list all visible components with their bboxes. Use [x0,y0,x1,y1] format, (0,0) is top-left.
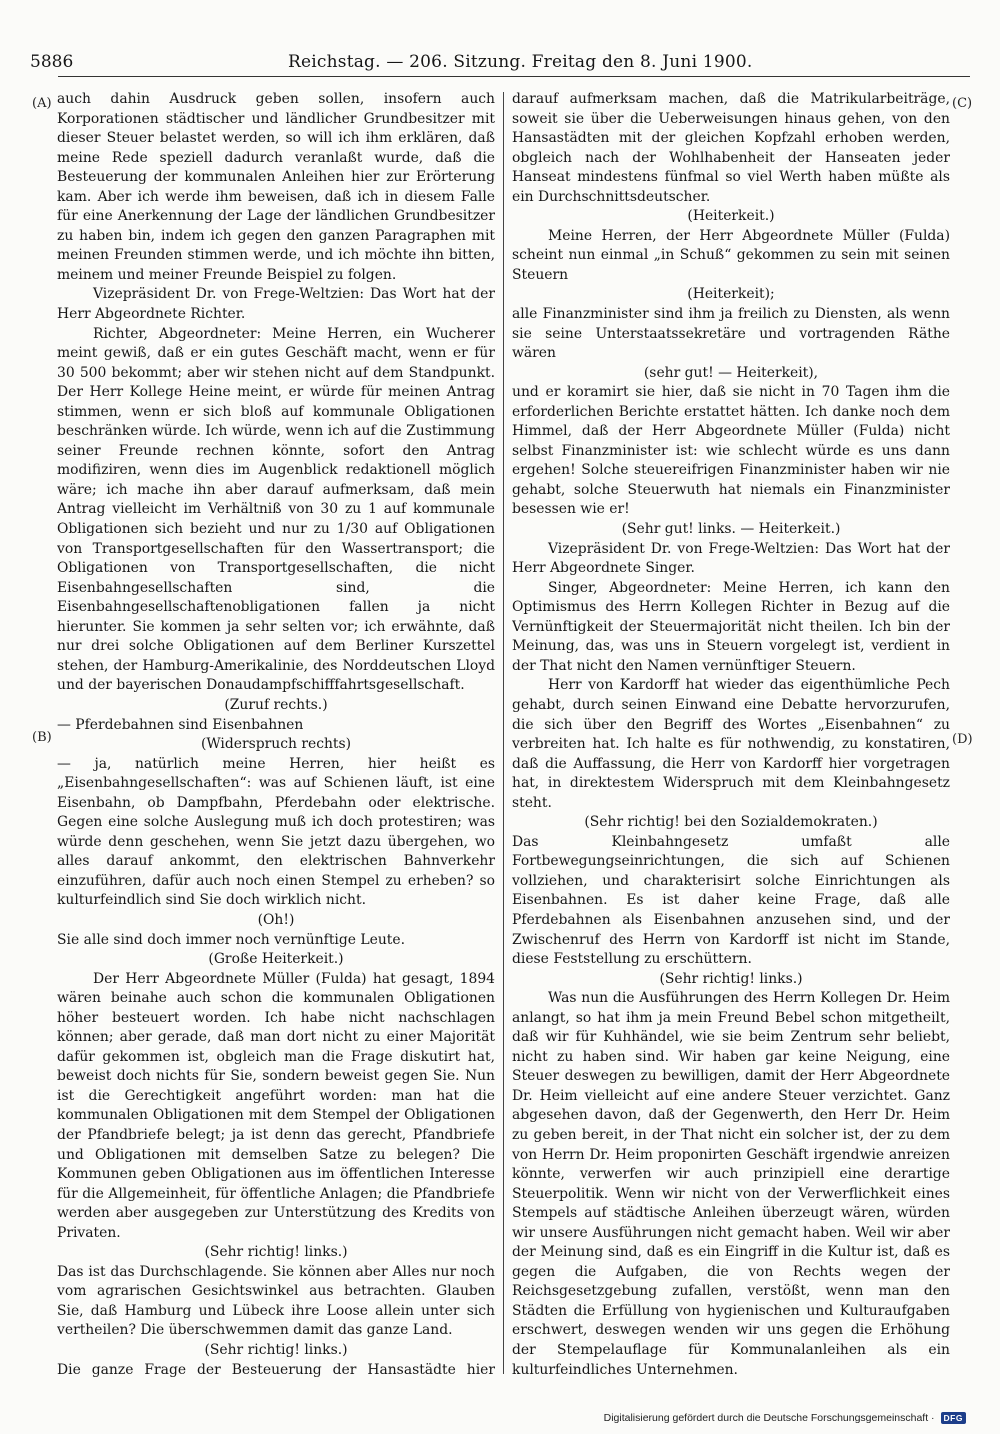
paragraph: Was nun die Ausführungen des Herrn Kollegen Dr. Heim anlangt, so hat ihm ja mein Freund Bebel schon mitgetheilt, daß wir für Kuhhändel, wie sie beim Zentrum sehr beliebt, nicht zu haben sind. Wir haben gar keine Neigung, eine Steuer deswegen zu bewilligen, damit der Herr Abgeordnete Dr. Heim vielleicht auf eine andere Steuer verzichtet. Ganz abgesehen davon, daß der Gegenwerth, den Herr Dr. Heim zu geben bereit, in der That nicht ein solcher ist, der zu dem von Herrn Dr. Heim proponirten Geschäft irgendwie anreizen könnte, verwerfen wir auch prinzipiell eine derartige Steuerpolitik. Wenn wir nicht von der Verwerflichkeit eines Stempels auf städtische Anleihen überzeugt wären, würden wir unsere Ausführungen nicht gemacht haben. Weil wir aber der Meinung sind, daß es ein Eingriff in die Kultur ist, daß es gegen die Aufgaben, die von Rechts wegen der Reichsgesetzgebung zufallen, verstößt, wenn man den Städten die Erfüllung von hygienischen und Kulturaufgaben erschwert, deswegen wenden wir uns gegen die Erhöhung der Stempelauflage für Kommunalanleihen als ein kulturfeindliches Unternehmen. [512,990,950,1378]
page-number: 5886 [30,52,74,72]
paragraph: — Pferdebahnen sind Eisenbahnen [57,716,304,733]
interjection: (Sehr richtig! bei den Sozialdemokraten.) [584,814,878,831]
margin-marker-b: (B) [32,730,52,745]
paragraph: Vizepräsident Dr. von Frege-Weltzien: Das Wort hat der Herr Abgeordnete Richter. [57,286,495,323]
paragraph: auch dahin Ausdruck geben sollen, insofern auch Korporationen städtischer und ländlicher Grundbesitzer mit dieser Steuer belastet werden, so will ich ihm erklären, daß meine Rede speziell dadurch veranlaßt wurde, daß die Besteuerung der kommunalen Anleihen hier zur Erörterung kam. Aber ich werde ihm beweisen, daß ich in diesem Falle für eine Anerkennung der Lage der ländlichen Grundbesitzer zu haben bin, indem ich gegen den ganzen Paragraphen mit meinen Freunden stimmen werde, und ich möchte ihn bitten, meinem und meiner Freunde Beispiel zu folgen. [57,91,495,283]
dfg-logo-icon: DFG [941,1412,966,1424]
paragraph: Der Herr Abgeordnete Müller (Fulda) hat gesagt, 1894 wären beinahe auch schon die kommunalen Obligationen höher besteuert worden. Ich habe nicht nachschlagen können; aber gerade, daß man dort nicht zu einer Majorität dafür gekommen ist, obgleich man die Frage diskutirt hat, beweist doch nichts für Sie, sondern beweist gegen Sie. Nun ist die Gerechtigkeit angeführt worden: man hat die kommunalen Obligationen mit dem Stempel der Obligationen der Pfandbriefe belegt; ja ist denn das gerecht, Pfandbriefe und Obligationen mit demselben Satze zu belegen? Die Kommunen geben Obligationen aus im öffentlichen Interesse für die Allgemeinheit, für öffentliche Anlagen; die Pfandbriefe werden aber ausgegeben zur Unterstützung des Kredits von Privaten. [57,970,495,1241]
footer-credit: Digitalisierung gefördert durch die Deutsche Forschungsgemeinschaft · [603,1412,935,1424]
paragraph: Richter, Abgeordneter: Meine Herren, ein Wucherer meint gewiß, daß er ein gutes Geschäft macht, wenn er für 30 500 bekommt; aber wir stehen nicht auf dem Standpunkt. Der Herr Kollege Heine meint, er würde für meinen Antrag stimmen, wenn er sich bloß auf kommunale Obligationen beschränken würde. Ich würde, wenn ich auf die Zustimmung seiner Freunde rechnen könnte, sofort den Antrag modifiziren, wenn dies im Augenblick redaktionell möglich wäre; ich mache ihn aber darauf aufmerksam, daß mein Antrag vielleicht im Verhältniß von 30 zu 1 auf kommunale Obligationen sich bezieht und nur zu 1/30 auf Obligationen von Transportgesellschaften für den Wassertransport; die Obligationen von Transportgesellschaften, die nicht Eisenbahngesellschaften sind, die Eisenbahngesellschaftenobligationen fallen ja nicht hierunter. Sie kommen ja sehr selten vor; ich erwähnte, daß nur drei solche Obligationen auf dem Berliner Kurszettel stehen, der Hamburg-Amerikalinie, des Norddeutschen Lloyd und der bayerischen Donaudampfschifffahrtsgesellschaft. [57,325,495,694]
paragraph: und er koramirt sie hier, daß sie nicht in 70 Tagen ihm die erforderlichen Berichte erstattet hätten. Ich danke noch dem Himmel, daß der Herr Abgeordnete Müller (Fulda) nicht selbst Finanzminister ist: wie schlecht würde es uns dann ergehen! Solche steuereifrigen Finanzminister haben wir nie gehabt, solche Steuerwuth hat niemals ein Finanzminister besessen wie er! [512,384,950,518]
paragraph: Das ist das Durchschlagende. Sie können aber Alles nur noch vom agrarischen Gesichtswinkel aus betrachten. Glauben Sie, daß Hamburg und Lübeck ihre Loose allein unter sich vertheilen? Die überschwemmen damit das ganze Land. [57,1263,495,1339]
running-head: Reichstag. — 206. Sitzung. Freitag den 8. Juni 1900. [288,52,753,72]
paragraph: Meine Herren, der Herr Abgeordnete Müller (Fulda) scheint nun einmal „in Schuß“ gekommen zu sein mit seinen Steuern [512,227,950,283]
paragraph: Herr von Kardorff hat wieder das eigenthümliche Pech gehabt, durch seinen Einwand eine Debatte hervorzurufen, die sich über den Begriff des Wortes „Eisenbahnen“ zu verbreiten hat. Ich halte es für nothwendig, zu konstatiren, daß die Auffassung, die Herr von Kardorff hier vorgetragen hat, in direktestem Widerspruch mit dem Kleinbahngesetz steht. [512,677,950,811]
interjection: (Widerspruch rechts) [200,736,352,753]
margin-marker-a: (A) [32,96,52,111]
page-header [30,48,970,78]
interjection: (Oh!) [257,911,295,928]
interjection: (Sehr richtig! links.) [659,970,803,987]
paragraph: — ja, natürlich meine Herren, hier heißt es „Eisenbahngesellschaften“: was auf Schienen läuft, ist eine Eisenbahn, ob Dampfbahn, Pferdebahn oder elektrische. Gegen eine solche Auslegung muß ich doch protestiren; was würde denn geschehen, wenn Sie jetzt dazu übergehen, wo alles darauf ankommt, den elektrischen Bahnverkehr einzuführen, dafür auch noch einen Stempel zu erheben? so kulturfeindlich sind Sie doch wirklich nicht. [57,755,495,909]
interjection: (Große Heiterkeit.) [208,951,344,968]
interjection: (Heiterkeit); [687,286,775,303]
page-footer [604,1412,966,1424]
interjection: (Heiterkeit.) [687,208,775,225]
margin-marker-c: (C) [952,96,973,111]
interjection: (Zuruf rechts.) [224,696,328,713]
paragraph: Vizepräsident Dr. von Frege-Weltzien: Das Wort hat der Herr Abgeordnete Singer. [512,540,950,577]
header-rule [58,76,970,77]
column-divider [503,92,504,1374]
paragraph: darauf aufmerksam machen, daß die Matrikularbeiträge, soweit sie über die Ueberweisungen hinaus gehen, von den Hansastädten mit der gleichen Kopfzahl erhoben werden, obgleich nach der Wohlhabenheit der Hanseaten jeder Hanseat mindestens fünfmal so viel Werth haben müßte als ein Durchschnittsdeutscher. [512,91,950,205]
interjection: (Sehr richtig! links.) [204,1244,348,1261]
interjection: (Sehr richtig! links.) [204,1342,348,1358]
paragraph: Sie alle sind doch immer noch vernünftige Leute. [57,931,405,948]
paragraph: Das Kleinbahngesetz umfaßt alle Fortbewegungseinrichtungen, die sich auf Schienen vollziehen, und charakterisirt solche Einrichtungen als Eisenbahnen. Es ist daher keine Frage, daß alle Pferdebahnen als Eisenbahnen anzusehen sind, und der Zwischenruf des Herrn von Kardorff ist nicht im Stande, diese Feststellung zu erschüttern. [512,833,950,968]
paragraph: Die ganze Frage der Besteuerung der Hansastädte hier [57,1361,495,1378]
interjection: (Sehr gut! links. — Heiterkeit.) [621,521,841,538]
margin-marker-d: (D) [952,732,973,747]
paragraph: alle Finanzminister sind ihm ja freilich zu Diensten, als wenn sie seine Unterstaatssekretäre und vortragenden Räthe wären [512,306,950,362]
left-text-column [57,90,495,1380]
right-text-column [512,90,950,1380]
paragraph: Singer, Abgeordneter: Meine Herren, ich kann den Optimismus des Herrn Kollegen Richter in Bezug auf die Vernünftigkeit der Steuermajorität nicht theilen. Ich bin der Meinung, das, was uns in Steuern vorgelegt ist, verdient in der That nicht den Namen vernünftiger Steuern. [512,579,950,674]
interjection: (sehr gut! — Heiterkeit), [643,364,819,381]
